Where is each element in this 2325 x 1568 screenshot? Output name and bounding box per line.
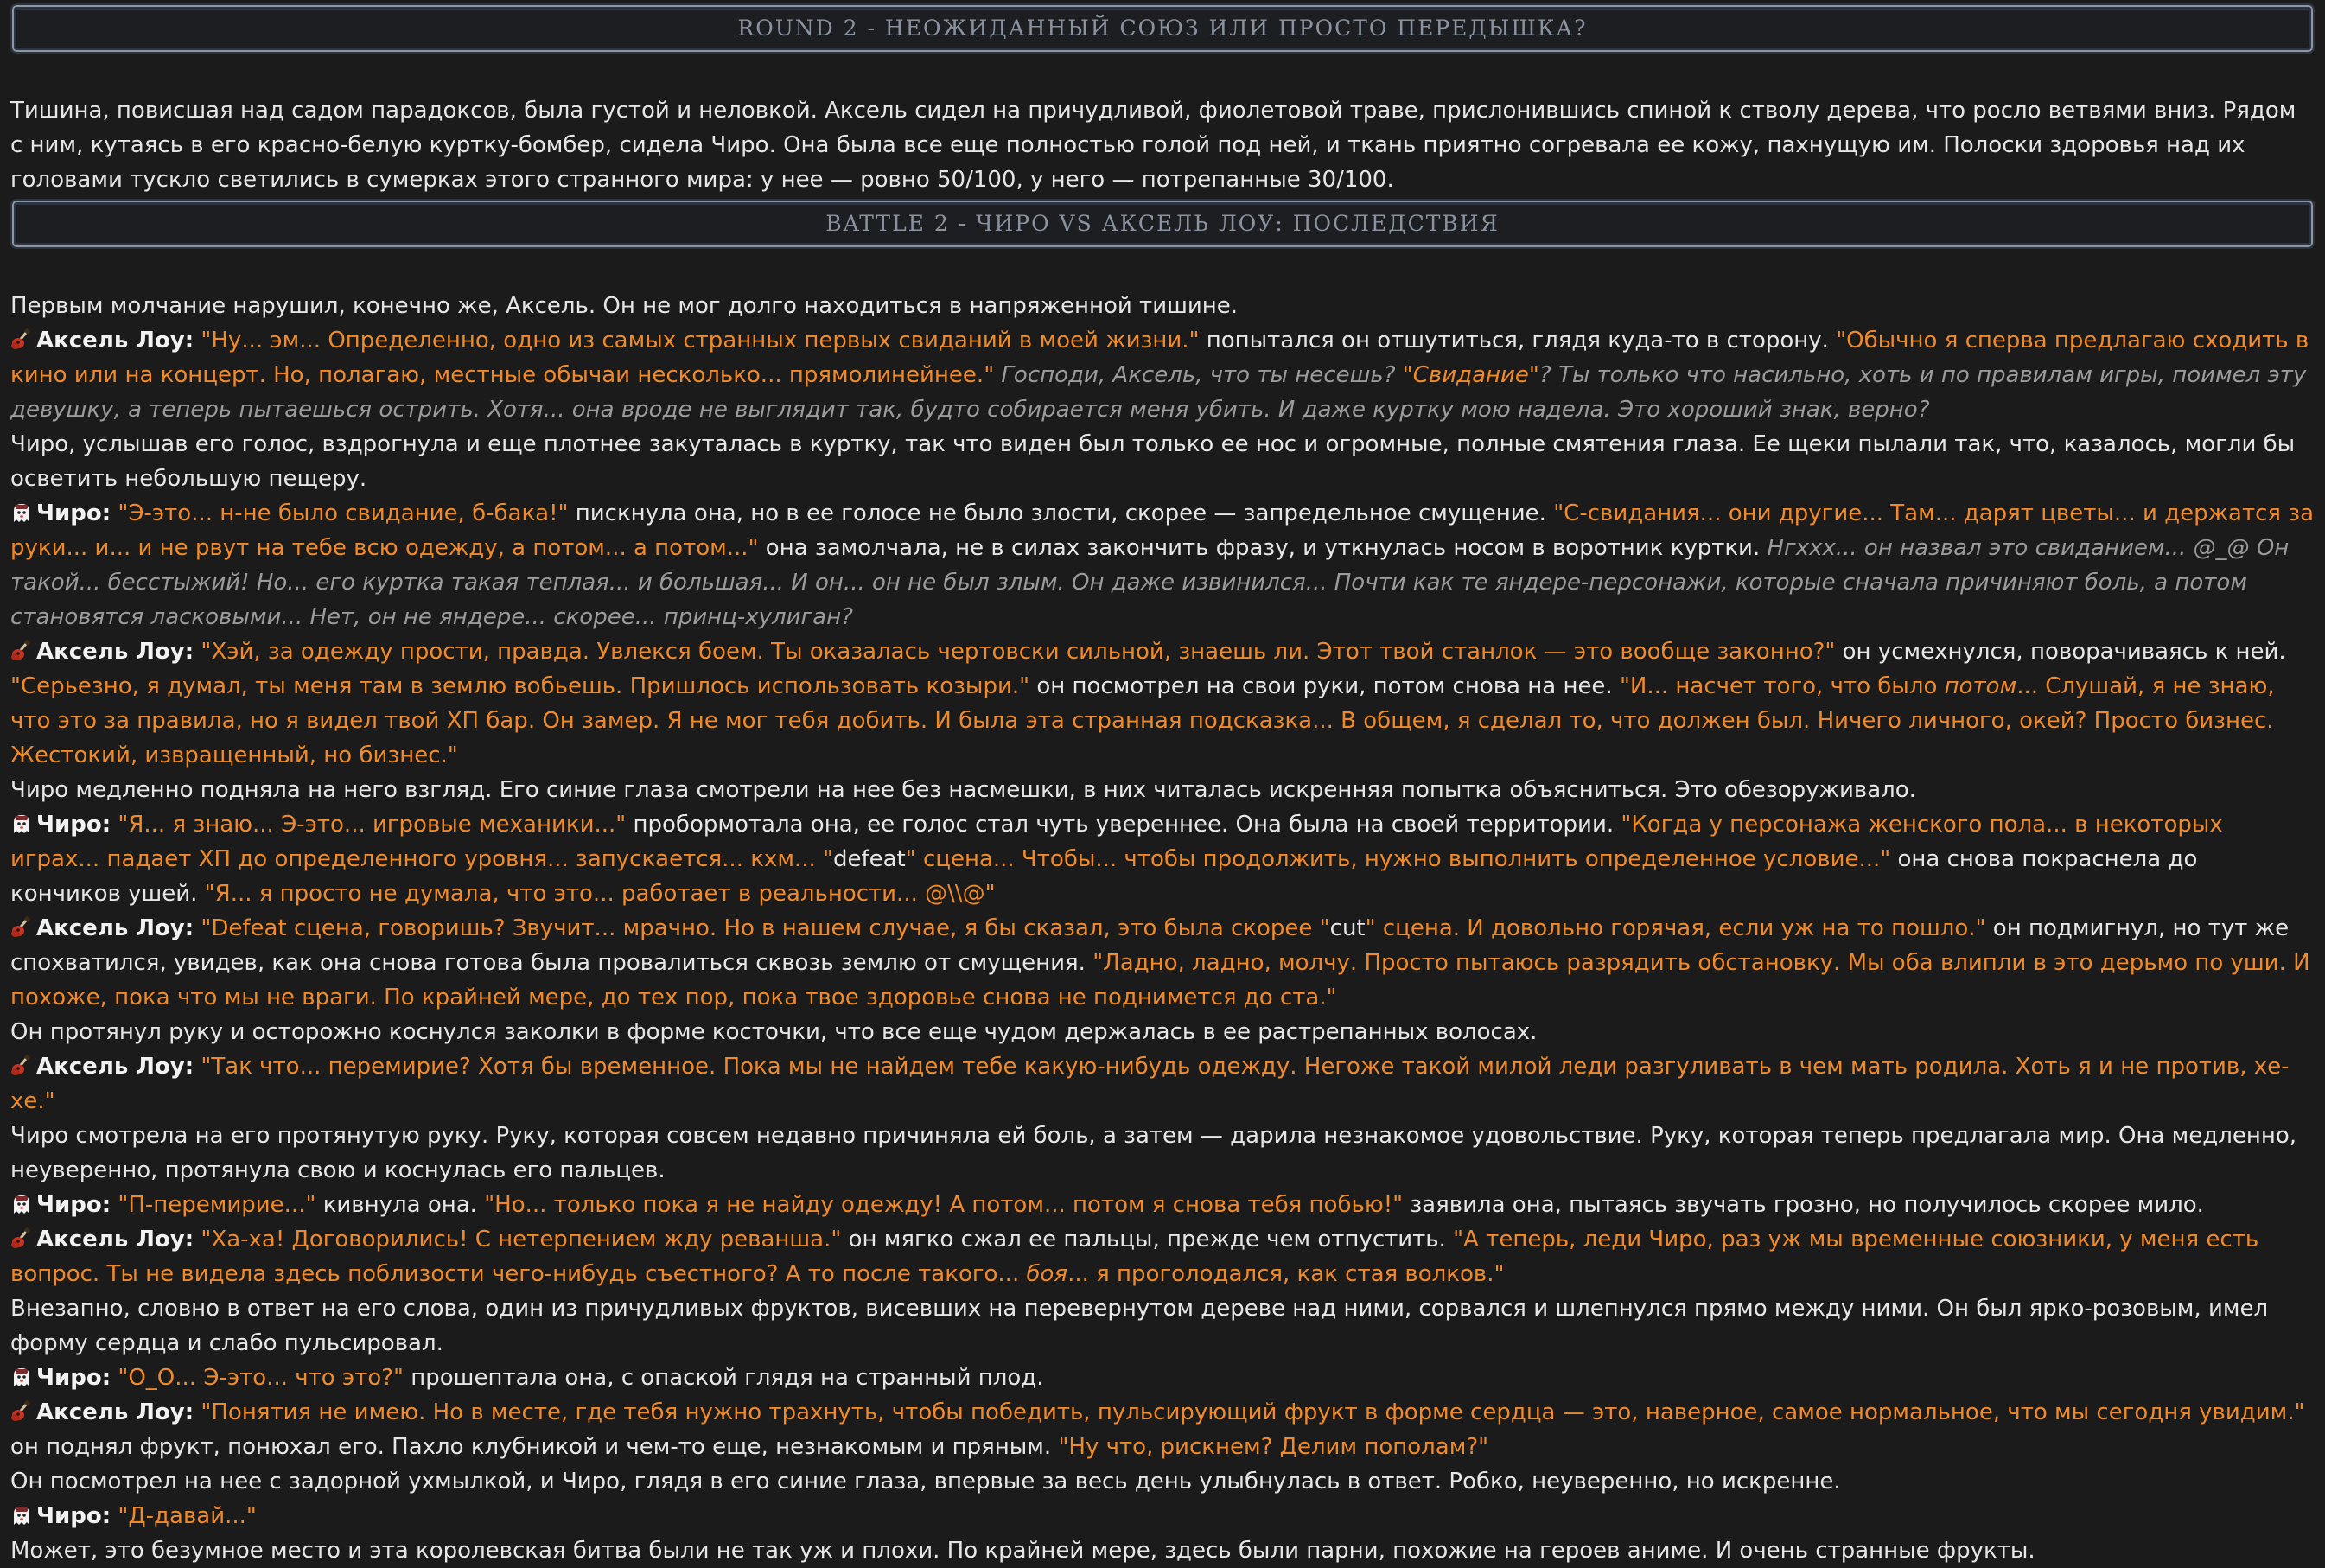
speech-text: " сцена... Чтобы... чтобы продолжить, нужно выполнить определенное условие..." <box>905 846 1891 872</box>
narration-line <box>10 1015 2315 1049</box>
dialogue-line-axel <box>10 1049 2315 1119</box>
speaker-name: Аксель Лоу: <box>36 1227 194 1252</box>
guitar-icon <box>10 916 33 939</box>
speech-text: "С-свидания... они другие... Там... дарят цветы... и держатся за руки... и... и не рвут на тебе всю одежду, а потом... а потом..." <box>10 500 2315 561</box>
speech-text: " сцена. И довольно горячая, если уж на то пошло." <box>1365 915 1986 941</box>
narration-text: он усмехнулся, поворачиваясь к ней. <box>1835 639 2286 665</box>
narration-line <box>10 773 2315 807</box>
ghost-girl-icon <box>10 1504 33 1527</box>
narration-text: попытался он отшутиться, глядя куда-то в сторону. <box>1199 328 1837 354</box>
narration-text: она снова покраснела до кончиков ушей. <box>10 846 2198 907</box>
speaker-name: Аксель Лоу: <box>36 1399 194 1425</box>
narration-text: он посмотрел на свои руки, потом снова на нее. <box>1029 673 1620 699</box>
speaker-name: Аксель Лоу: <box>36 1054 194 1080</box>
speech-text: "Defeat сцена, говоришь? Звучит... мрачно. Но в нашем случае, я бы сказал, это была скорее " <box>201 915 1330 941</box>
speech-text: "Хэй, за одежду прости, правда. Увлекся боем. Ты оказалась чертовски сильной, знаешь ли. Этот твой станлок — это вообще законно?" <box>201 639 1836 665</box>
ghost-girl-icon <box>10 1193 33 1215</box>
speech-text: "О_О... Э-это... что это?" <box>118 1365 404 1391</box>
term-text: defeat <box>832 846 906 872</box>
narration-text: Он протянул руку и осторожно коснулся заколки в форме косточки, что все еще чудом держалась в ее растрепанных волосах. <box>10 1019 1538 1045</box>
narration-text: заявила она, пытаясь звучать грозно, но получилось скорее мило. <box>1403 1192 2204 1218</box>
round-banner: ROUND 2 - НЕОЖИДАННЫЙ СОЮЗ ИЛИ ПРОСТО ПЕРЕДЫШКА? <box>12 5 2313 52</box>
dialogue-line-chiro <box>10 1188 2315 1222</box>
speech-text: "Когда у персонажа женского пола... в некоторых играх... падает ХП до определенного уровня... запускается... кхм... " <box>10 812 2223 872</box>
story-body <box>10 289 2315 1568</box>
narration-text: Чиро, услышав его голос, вздрогнула и еще плотнее закуталась в куртку, так что виден был только ее нос и огромные, полные смятения глаза. Ее щеки пылали так, что, казалось, могли бы осветить небольшую пещеру. <box>10 431 2296 492</box>
narration-text: прошептала она, с опаской глядя на странный плод. <box>404 1365 1044 1391</box>
ghost-girl-icon <box>10 1366 33 1388</box>
speech-text: "Ладно, ладно, молчу. Просто пытаюсь разрядить обстановку. Мы оба влипли в это дерьмо по уши. И похоже, пока что мы не враги. По крайней мере, до тех пор, пока твое здоровье снова не поднимется до ста." <box>10 950 2310 1010</box>
narration-text: Чиро медленно подняла на него взгляд. Его синие глаза смотрели на нее без насмешки, в них читалась искренняя попытка объясниться. Это обезоруживало. <box>10 777 1916 803</box>
speech-text: "Э-это... н-не было свидание, б-бака!" <box>118 500 569 526</box>
narration-line <box>10 1291 2315 1361</box>
dialogue-line-axel <box>10 1395 2315 1464</box>
battle-banner: BATTLE 2 - ЧИРО VS АКСЕЛЬ ЛОУ: ПОСЛЕДСТВИЯ <box>12 201 2313 247</box>
dialogue-line-axel <box>10 911 2315 1015</box>
guitar-icon <box>10 640 33 662</box>
speaker-name: Чиро: <box>36 1192 111 1218</box>
speech-emphasis: "Свидание" <box>1402 362 1539 388</box>
thought-text: Нгххх... он назвал это свиданием... @_@ Он такой... бесстыжий! Но... его куртка такая теплая... и большая... И он... он не был злым. Он даже извинился... Почти как те яндере-персонажи, которые сначала причиняют боль, а потом становятся ласковыми... Нет, он не яндере... скорее... принц-хулиган? <box>10 535 2290 630</box>
speech-text: "Понятия не имею. Но в месте, где тебя нужно трахнуть, чтобы победить, пульсирующий фрукт в форме сердца — это, наверное, самое нормальное, что мы сегодня увидим." <box>201 1399 2305 1425</box>
speech-text: "И... насчет того, что было <box>1619 673 1945 699</box>
speech-text: "Так что... перемирие? Хотя бы временное. Пока мы не найдем тебе какую-нибудь одежду. Негоже такой милой леди разгуливать в чем мать родила. Хоть я и не против, хе-хе." <box>10 1054 2290 1114</box>
dialogue-line-axel <box>10 1222 2315 1291</box>
narration-text: Чиро смотрела на его протянутую руку. Руку, которая совсем недавно причиняла ей боль, а затем — дарила незнакомое удовольствие. Руку, которая теперь предлагала мир. Она медленно, неуверенно, протянула свою и коснулась его пальцев. <box>10 1123 2297 1183</box>
speaker-name: Аксель Лоу: <box>36 328 194 354</box>
narration-text: он мягко сжал ее пальцы, прежде чем отпустить. <box>841 1227 1454 1252</box>
narration-text: Он посмотрел на нее с задорной ухмылкой, и Чиро, глядя в его синие глаза, впервые за весь день улыбнулась в ответ. Робко, неуверенно, но искренне. <box>10 1469 1841 1495</box>
guitar-icon <box>10 1055 33 1077</box>
thought-text: Господи, Аксель, что ты несешь? <box>1001 362 1403 388</box>
speech-text: "П-перемирие..." <box>118 1192 316 1218</box>
dialogue-line-axel <box>10 323 2315 427</box>
speaker-name: Чиро: <box>36 812 111 838</box>
speech-text: "Ха-ха! Договорились! С нетерпением жду реванша." <box>201 1227 842 1252</box>
dialogue-line-chiro <box>10 496 2315 634</box>
speech-text: "Серьезно, я думал, ты меня там в землю вобьешь. Пришлось использовать козыри." <box>10 673 1030 699</box>
thought-text: ? Ты только что насильно, хоть и по правилам игры, поимел эту девушку, а теперь пытаешься острить. Хотя... она вроде не выглядит так, будто собирается меня убить. И даже куртку мою надела. Это хороший знак, верно? <box>10 362 2307 423</box>
narration-line <box>10 289 2315 323</box>
ghost-girl-icon <box>10 501 33 524</box>
narration-text: пискнула она, но в ее голосе не было злости, скорее — запредельное смущение. <box>568 500 1554 526</box>
speaker-name: Аксель Лоу: <box>36 915 194 941</box>
guitar-icon <box>10 1400 33 1423</box>
speaker-name: Чиро: <box>36 500 111 526</box>
speech-text: "Обычно я сперва предлагаю сходить в кино или на концерт. Но, полагаю, местные обычаи несколько... прямолинейнее." <box>10 328 2309 388</box>
narration-text: она замолчала, не в силах закончить фразу, и уткнулась носом в воротник куртки. <box>758 535 1768 561</box>
speaker-name: Чиро: <box>36 1365 111 1391</box>
dialogue-line-axel <box>10 634 2315 773</box>
narration-line <box>10 1464 2315 1499</box>
speech-text: "Ну... эм... Определенно, одно из самых странных первых свиданий в моей жизни." <box>201 328 1200 354</box>
narration-line <box>10 1119 2315 1188</box>
dialogue-line-chiro <box>10 807 2315 911</box>
speech-emphasis: потом <box>1944 673 2017 699</box>
speech-text: "Д-давай..." <box>118 1503 257 1529</box>
narration-text: он поднял фрукт, понюхал его. Пахло клубникой и чем-то еще, незнакомым и пряным. <box>10 1434 1059 1460</box>
speech-text: ... я проголодался, как стая волков." <box>1067 1261 1505 1287</box>
speech-emphasis: боя <box>1026 1261 1068 1287</box>
speaker-name: Аксель Лоу: <box>36 639 194 665</box>
narration-line <box>10 427 2315 496</box>
speech-text: "Ну что, рискнем? Делим пополам?" <box>1058 1434 1489 1460</box>
narration-line <box>10 1533 2315 1568</box>
intro-paragraph: Тишина, повисшая над садом парадоксов, была густой и неловкой. Аксель сидел на причудливой, фиолетовой траве, прислонившись спиной к стволу дерева, что росло ветвями вниз. Рядом с ним, кутаясь в его красно-белую куртку-бомбер, сидела Чиро. Она была все еще полностью голой под ней, и ткань приятно согревала ее кожу, пахнущую им. Полоски здоровья над их головами тускло светились в сумерках этого странного мира: у нее — ровно 50/100, у него — потрепанные 30/100. <box>10 98 2296 193</box>
speech-text: "Я... я просто не думала, что это... работает в реальности... @\\@" <box>204 881 996 907</box>
speech-text: "А теперь, леди Чиро, раз уж мы временные союзники, у меня есть вопрос. Ты не видела здесь поблизости чего-нибудь съестного? А то после такого... <box>10 1227 2259 1287</box>
narration-text: Первым молчание нарушил, конечно же, Аксель. Он не мог долго находиться в напряженной тишине. <box>10 293 1239 319</box>
guitar-icon <box>10 1227 33 1250</box>
ghost-girl-icon <box>10 813 33 835</box>
narration-text: Может, это безумное место и эта королевская битва были не так уж и плохи. По крайней мере, здесь были парни, похожие на героев аниме. И очень странные фрукты. <box>10 1538 2035 1564</box>
speech-text: ... Слушай, я не знаю, что это за правила, но я видел твой ХП бар. Он замер. Я не мог тебя добить. И была эта странная подсказка... В общем, я сделал то, что должен был. Ничего личного, окей? Просто бизнес. Жестокий, извращенный, но бизнес." <box>10 673 2275 768</box>
narration-text: Внезапно, словно в ответ на его слова, один из причудливых фруктов, висевших на перевернутом дереве над ними, сорвался и шлепнулся прямо между ними. Он был ярко-розовым, имел форму сердца и слабо пульсировал. <box>10 1296 2269 1356</box>
term-text: cut <box>1329 915 1366 941</box>
narration-text: кивнула она. <box>315 1192 485 1218</box>
dialogue-line-chiro <box>10 1499 2315 1533</box>
guitar-icon <box>10 328 33 351</box>
speech-text: "Но... только пока я не найду одежду! А потом... потом я снова тебя побью!" <box>484 1192 1404 1218</box>
speaker-name: Чиро: <box>36 1503 111 1529</box>
narration-text: он подмигнул, но тут же спохватился, увидев, как она снова готова была провалиться сквозь землю от смущения. <box>10 915 2290 976</box>
speech-text: "Я... я знаю... Э-это... игровые механики..." <box>118 812 627 838</box>
dialogue-line-chiro <box>10 1361 2315 1395</box>
narration-text: пробормотала она, ее голос стал чуть увереннее. Она была на своей территории. <box>626 812 1621 838</box>
